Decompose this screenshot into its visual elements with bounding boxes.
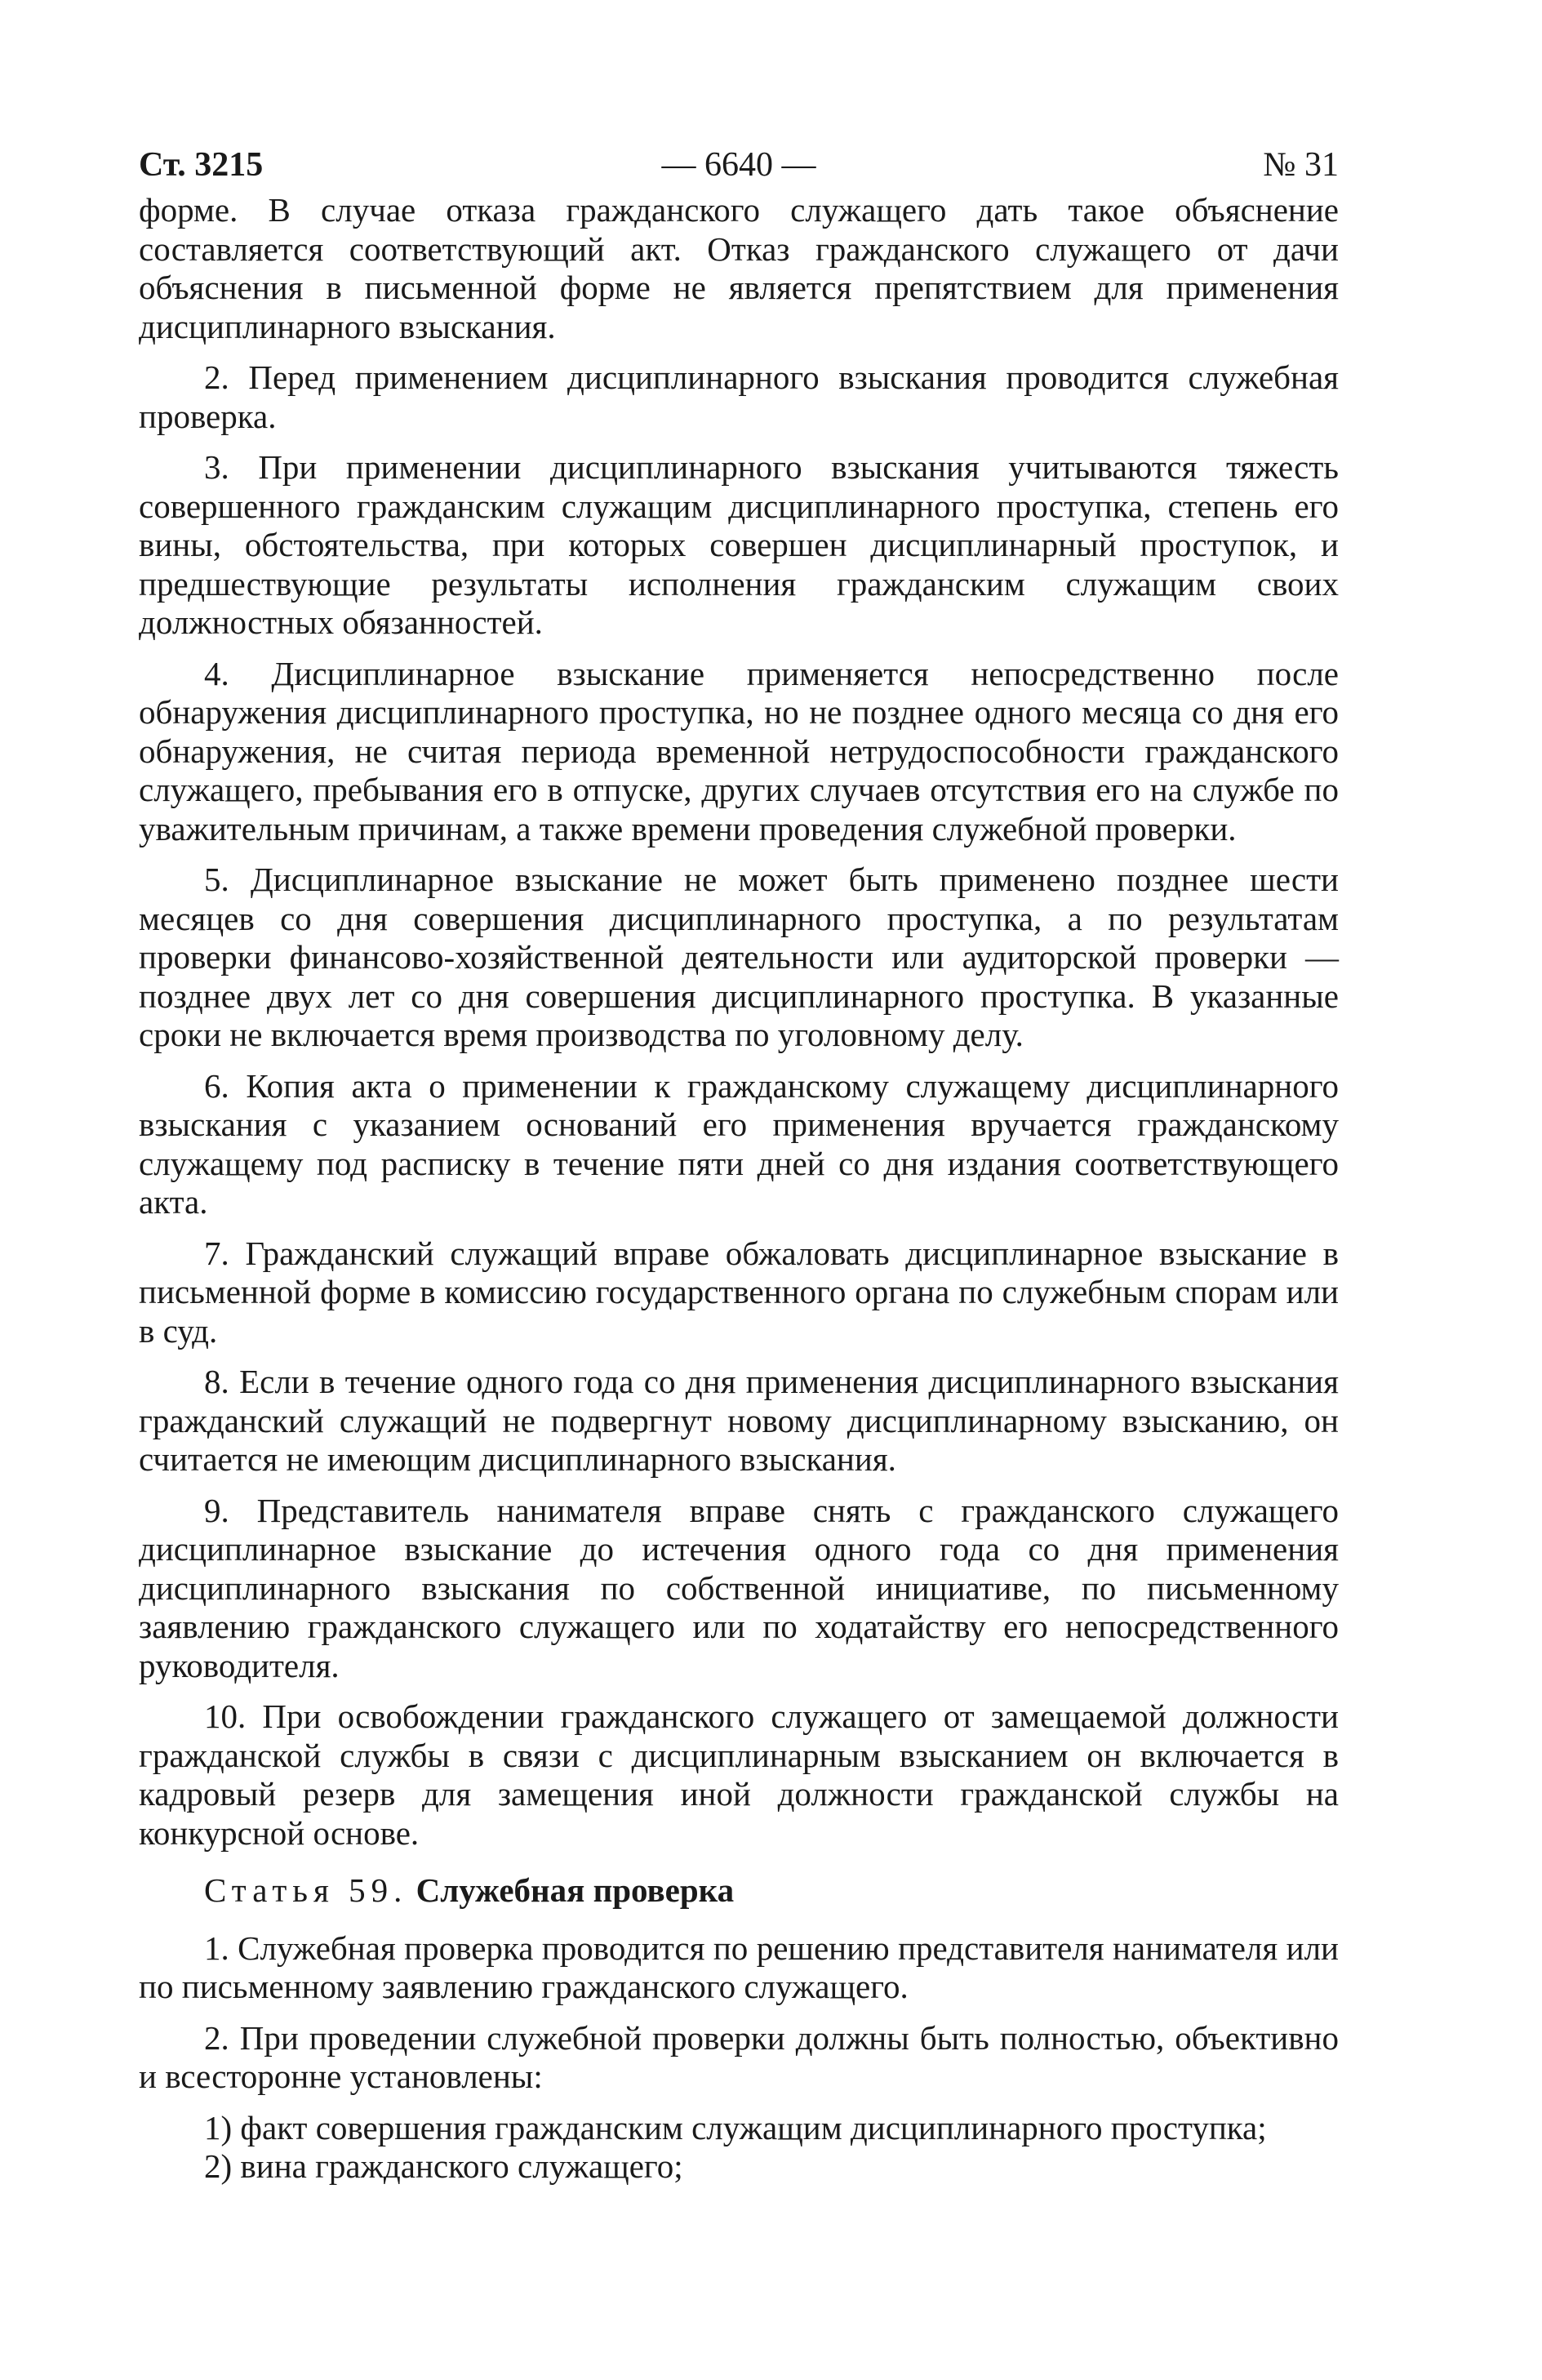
document-body (139, 191, 1339, 2186)
paragraph-4: 4. Дисциплинарное взыскание применяется непосредственно после обнаружения дисциплинарного проступка, но не позднее одного месяца со дня его обнаружения, не считая периода временной нетрудоспособности гражданского служащего, пребывания его в отпуске, других случаев отсутствия его на службе по уважительным причинам, а также времени проведения служебной проверки. (139, 654, 1339, 847)
paragraph-continuation: форме. В случае отказа гражданского служащего дать такое объяснение составляется соответствующий акт. Отказ гражданского служащего от дачи объяснения в письменной форме не является препятствием для применения дисциплинарного взыскания. (139, 191, 1339, 345)
document-page (139, 139, 1339, 2186)
page-header (139, 139, 1339, 191)
page-number: — 6640 — (661, 146, 816, 184)
paragraph-3: 3. При применении дисциплинарного взыскания учитываются тяжесть совершенного гражданским служащим дисциплинарного проступка, степень его вины, обстоятельства, при которых совершен дисциплинарный проступок, и предшествующие результаты исполнения гражданским служащим своих должностных обязанностей. (139, 448, 1339, 641)
article-paragraph-2: 2. При проведении служебной проверки должны быть полностью, объективно и всесторонне установлены: (139, 2018, 1339, 2095)
article-heading (139, 1871, 1339, 1911)
paragraph-7: 7. Гражданский служащий вправе обжаловать дисциплинарное взыскание в письменной форме в комиссию государственного органа по служебным спорам или в суд. (139, 1234, 1339, 1350)
paragraph-2: 2. Перед применением дисциплинарного взыскания проводится служебная проверка. (139, 358, 1339, 435)
paragraph-8: 8. Если в течение одного года со дня применения дисциплинарного взыскания гражданский служащий не подвергнут новому дисциплинарному взысканию, он считается не имеющим дисциплинарного взыскания. (139, 1363, 1339, 1478)
paragraph-9: 9. Представитель нанимателя вправе снять с гражданского служащего дисциплинарное взыскание до истечения одного года со дня применения дисциплинарного взыскания по собственной инициативе, по письменному заявлению гражданского служащего или по ходатайству его непосредственного руководителя. (139, 1491, 1339, 1684)
paragraph-10: 10. При освобождении гражданского служащего от замещаемой должности гражданской службы в связи с дисциплинарным взысканием он включается в кадровый резерв для замещения иной должности гражданской службы на конкурсной основе. (139, 1697, 1339, 1852)
article-label: Статья 59. (204, 1871, 408, 1909)
article-reference: Ст. 3215 (139, 146, 264, 184)
paragraph-5: 5. Дисциплинарное взыскание не может быть применено позднее шести месяцев со дня совершения дисциплинарного проступка, а по результатам проверки финансово-хозяйственной деятельности или аудиторской проверки — позднее двух лет со дня совершения дисциплинарного проступка. В указанные сроки не включается время производства по уголовному делу. (139, 861, 1339, 1053)
paragraph-6: 6. Копия акта о применении к гражданскому служащему дисциплинарного взыскания с указанием оснований его применения вручается гражданскому служащему под расписку в течение пяти дней со дня издания соответствующего акта. (139, 1066, 1339, 1221)
issue-number: № 31 (1263, 146, 1339, 184)
list-item: 2) вина гражданского служащего; (204, 2147, 683, 2185)
article-paragraph-1: 1. Служебная проверка проводится по решению представителя нанимателя или по письменному заявлению гражданского служащего. (139, 1928, 1339, 2005)
article-title: Служебная проверка (415, 1871, 735, 1909)
list-item: 1) факт совершения гражданским служащим дисциплинарного проступка; (204, 2108, 1267, 2146)
